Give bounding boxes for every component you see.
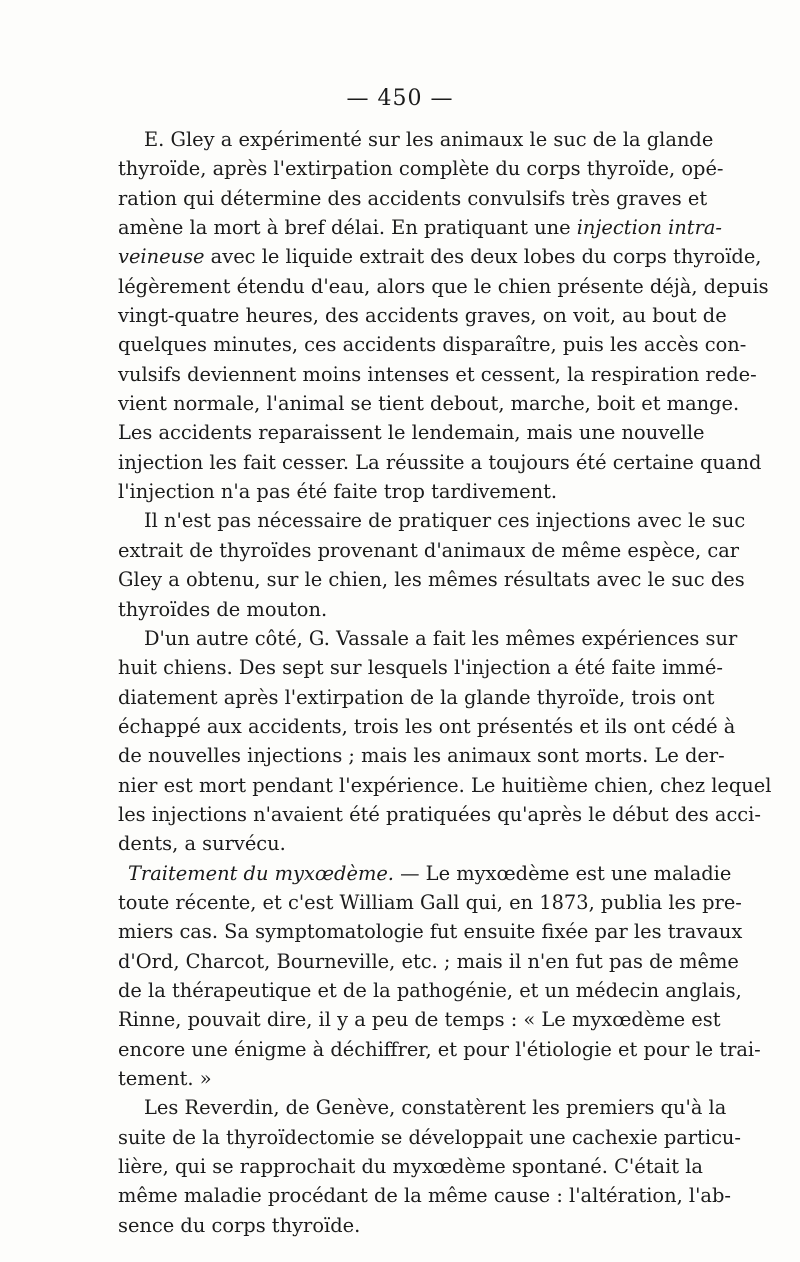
text-line: extrait de thyroïdes provenant d'animaux de même espèce, car xyxy=(118,538,740,562)
text-line: vient normale, l'animal se tient debout, marche, boit et mange. xyxy=(118,392,740,416)
text-line: nier est mort pendant l'expérience. Le huitième chien, chez lequel xyxy=(118,773,772,797)
text-line: sence du corps thyroïde. xyxy=(118,1213,361,1237)
text-line: thyroïdes de mouton. xyxy=(118,597,328,621)
text-line: d'Ord, Charcot, Bourneville, etc. ; mais il n'en fut pas de même xyxy=(118,949,739,973)
text-line: échappé aux accidents, trois les ont présentés et ils ont cédé à xyxy=(118,714,736,738)
text-line: diatement après l'extirpation de la glande thyroïde, trois ont xyxy=(118,685,715,709)
body-text xyxy=(118,125,772,1240)
italic-heading: Traitement du myxœdème. xyxy=(128,861,394,885)
text-line: amène la mort à bref délai. En pratiquant une injection intra- xyxy=(118,216,722,240)
text-line: suite de la thyroïdectomie se développait une cachexie particu- xyxy=(118,1125,741,1149)
text-line: de nouvelles injections ; mais les animaux sont morts. Le der- xyxy=(118,744,725,768)
italic-text: injection intra- xyxy=(576,216,722,240)
text-line: dents, a survécu. xyxy=(118,832,286,856)
text-line: les injections n'avaient été pratiquées qu'après le début des acci- xyxy=(118,802,761,826)
text-line: E. Gley a expérimenté sur les animaux le suc de la glande xyxy=(144,128,714,151)
text-line: ration qui détermine des accidents convulsifs très graves et xyxy=(118,186,708,210)
text-line: huit chiens. Des sept sur lesquels l'injection a été faite immé- xyxy=(118,656,723,680)
text-line: quelques minutes, ces accidents disparaître, puis les accès con- xyxy=(118,333,747,357)
text-line: injection les fait cesser. La réussite a toujours été certaine quand xyxy=(118,450,762,474)
text-line: thyroïde, après l'extirpation complète du corps thyroïde, opé- xyxy=(118,157,724,181)
text-line: toute récente, et c'est William Gall qui, en 1873, publia les pre- xyxy=(118,890,742,914)
text-line: Les Reverdin, de Genève, constatèrent les premiers qu'à la xyxy=(144,1096,727,1120)
text-line: miers cas. Sa symptomatologie fut ensuite fixée par les travaux xyxy=(118,920,743,944)
text-line: de la thérapeutique et de la pathogénie, et un médecin anglais, xyxy=(118,978,742,1002)
text-line: tement. » xyxy=(118,1067,212,1090)
text-line: vingt-quatre heures, des accidents graves, on voit, au bout de xyxy=(118,304,727,328)
text-line: vulsifs deviennent moins intenses et cessent, la respiration rede- xyxy=(118,362,757,386)
text-line: lière, qui se rapprochait du myxœdème spontané. C'était la xyxy=(118,1155,703,1179)
text-line: légèrement étendu d'eau, alors que le chien présente déjà, depuis xyxy=(118,274,769,298)
text-line: encore une énigme à déchiffrer, et pour l'étiologie et pour le trai- xyxy=(118,1037,761,1061)
text-line: Il n'est pas nécessaire de pratiquer ces injections avec le suc xyxy=(144,509,746,533)
text-line: veineuse avec le liquide extrait des deux lobes du corps thyroïde, xyxy=(118,245,762,269)
text-line: Rinne, pouvait dire, il y a peu de temps : « Le myxœdème est xyxy=(118,1008,721,1032)
italic-text: veineuse xyxy=(118,245,205,269)
text-line: l'injection n'a pas été faite trop tardivement. xyxy=(118,480,558,504)
text-line: même maladie procédant de la même cause : l'altération, l'ab- xyxy=(118,1184,731,1208)
text-line: Traitement du myxœdème. — Le myxœdème est une maladie xyxy=(128,861,732,885)
page-number: — 450 — xyxy=(346,86,454,111)
text-line: Les accidents reparaissent le lendemain, mais une nouvelle xyxy=(118,421,705,445)
text-line: Gley a obtenu, sur le chien, les mêmes résultats avec le suc des xyxy=(118,568,745,592)
text-line: D'un autre côté, G. Vassale a fait les mêmes expériences sur xyxy=(144,626,738,650)
